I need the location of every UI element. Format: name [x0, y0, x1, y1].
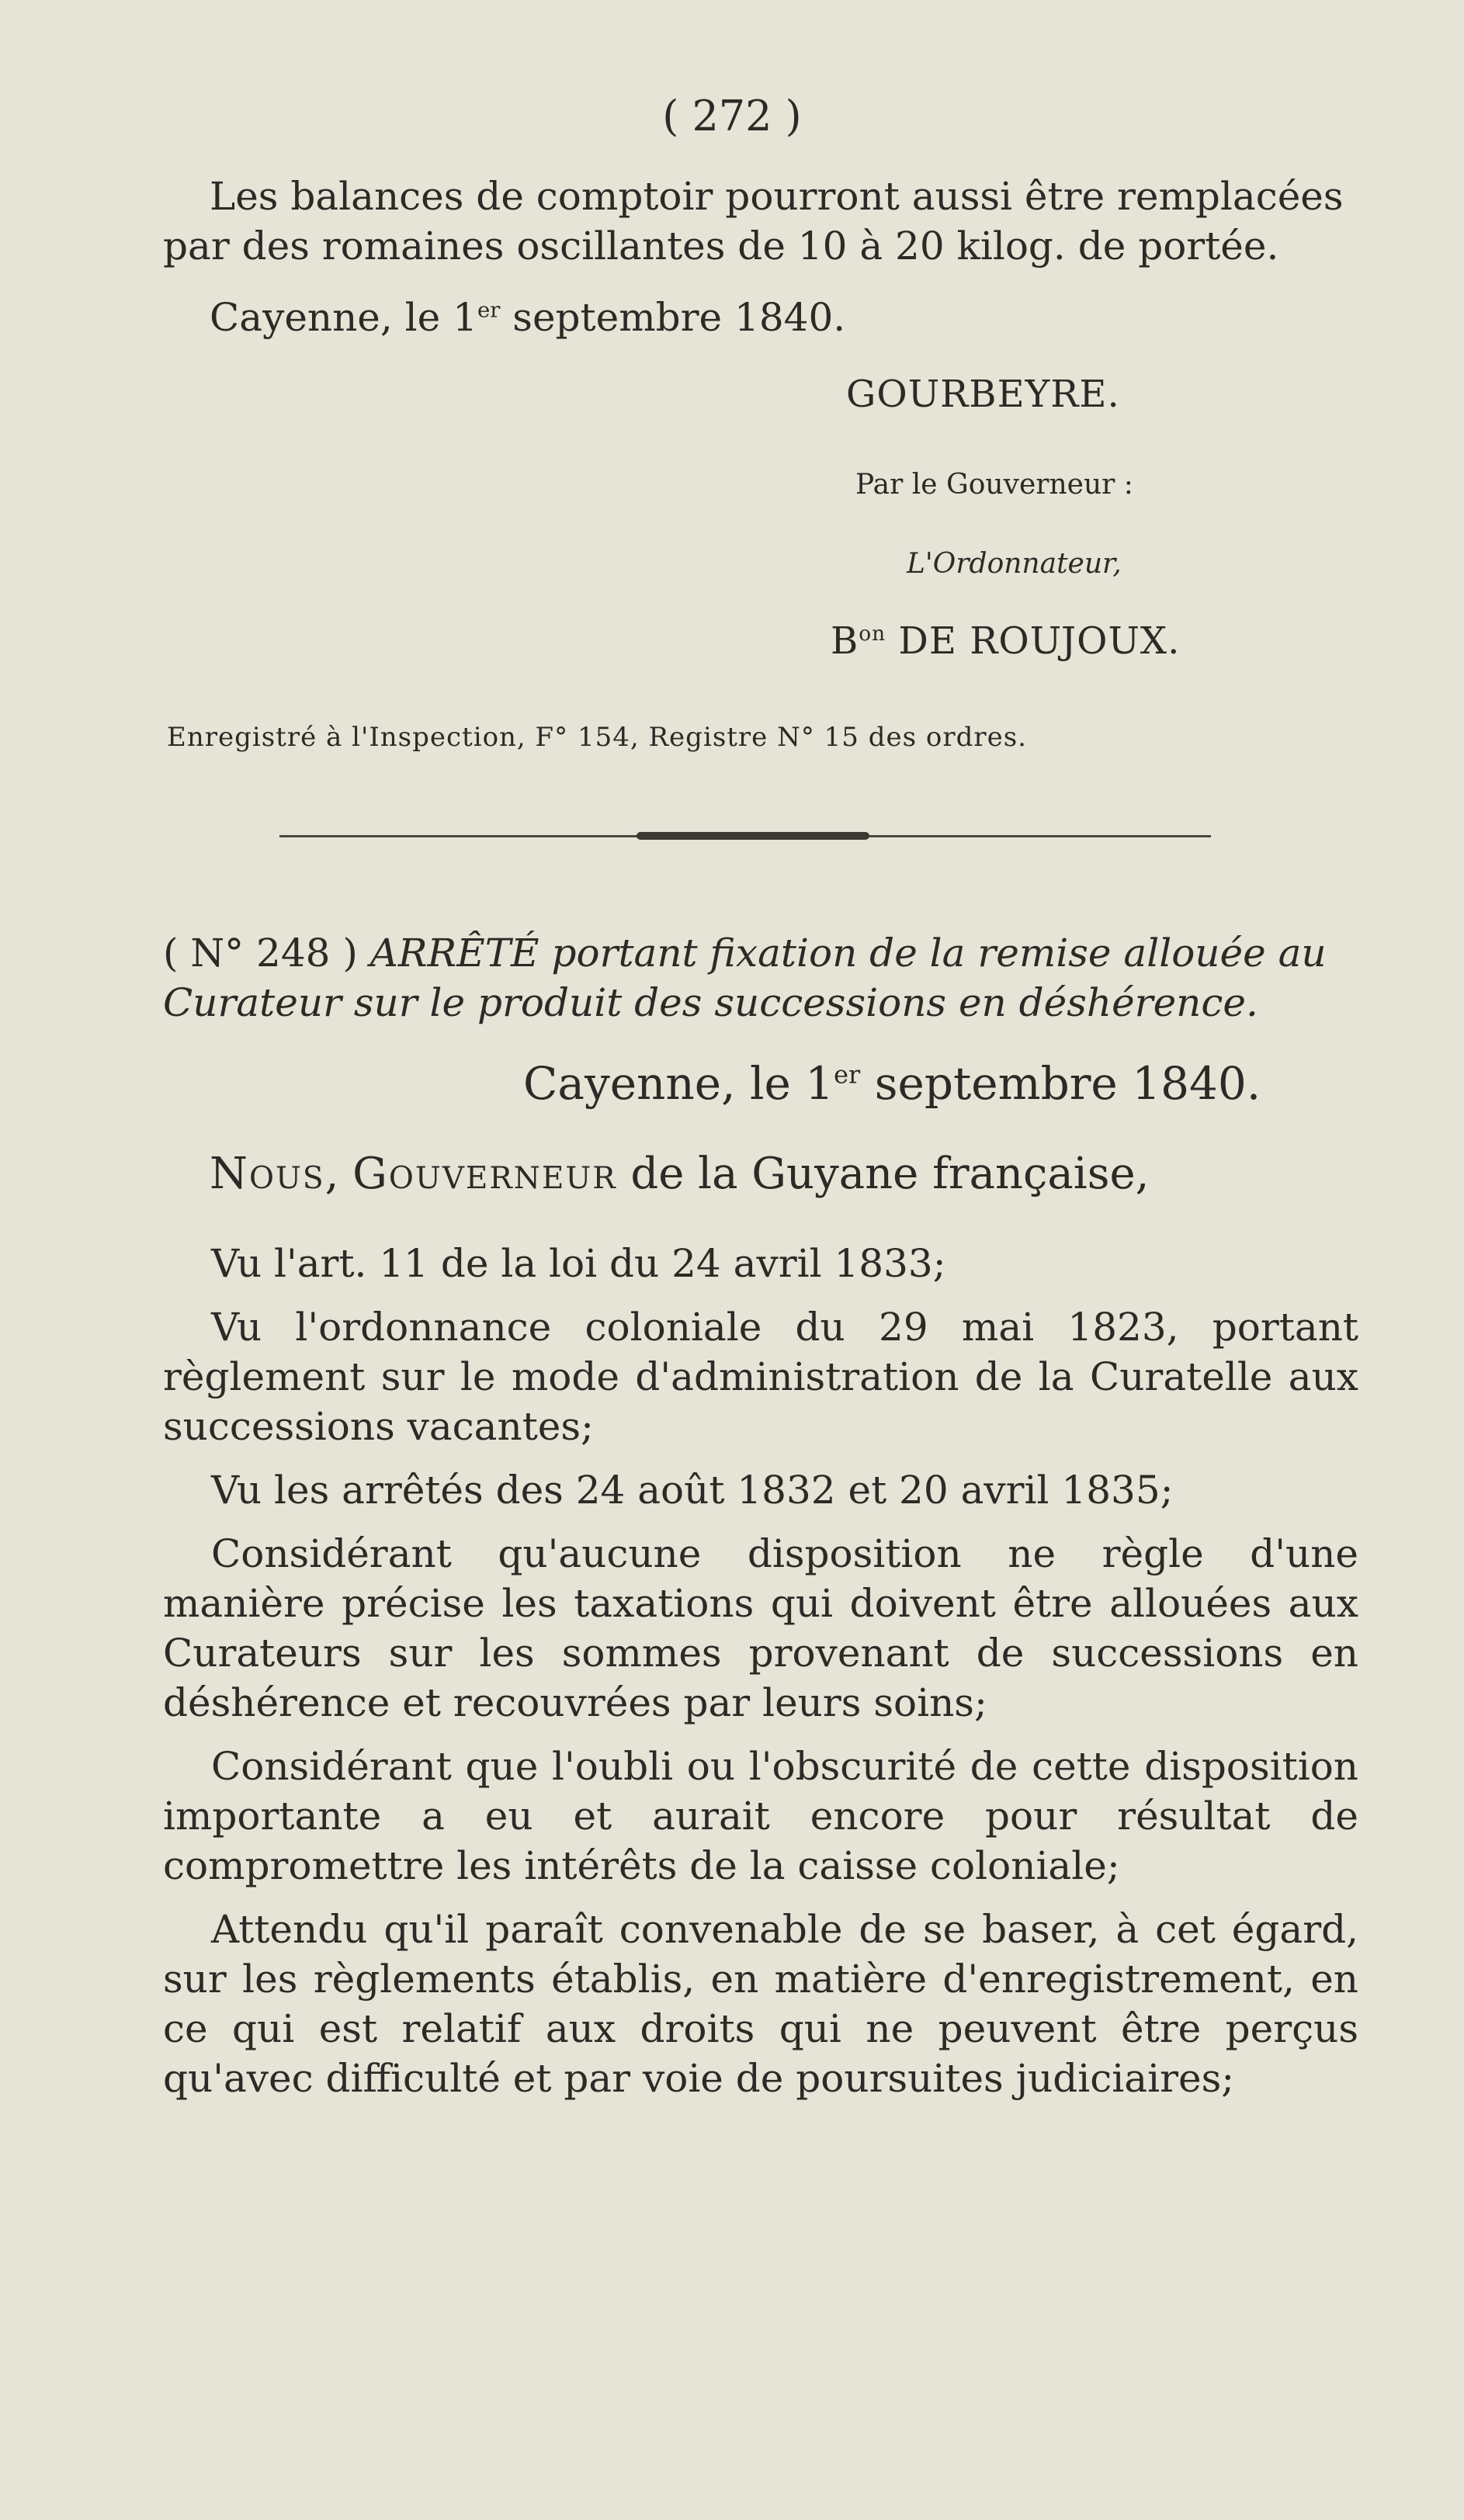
registration-note: Enregistré à l'Inspection, F° 154, Registre N° 15 des ordres.	[167, 722, 1027, 753]
arrete-heading	[163, 928, 1358, 1028]
place-date-1: Cayenne, le 1er septembre 1840.	[210, 295, 846, 340]
paragraph-attendu: Attendu qu'il paraît convenable de se baser, à cet égard, sur les règlements établis, en matière d'enregistrement, en ce qui est relatif aux droits qui ne peuvent être perçus qu'avec difficulté et par voie de poursuites judiciaires;	[163, 1907, 1358, 2101]
paragraph-vu-ordonnance: Vu l'ordonnance coloniale du 29 mai 1823, portant règlement sur le mode d'administration de la Curatelle aux successions vacantes;	[163, 1305, 1358, 1449]
nous-gouverneur-line: Nous, Gouverneur de la Guyane française,	[210, 1149, 1150, 1199]
paragraph-vu-art: Vu l'art. 11 de la loi du 24 avril 1833;	[211, 1241, 946, 1286]
place-date-2: Cayenne, le 1er septembre 1840.	[523, 1057, 1261, 1110]
top-paragraph-line-2: par des romaines oscillantes de 10 à 20 kilog. de portée.	[163, 224, 1279, 269]
body-text	[163, 1239, 1358, 2103]
signature-roujoux: $B^{on}$ DE ROUJOUX.	[831, 619, 1181, 663]
arrete-number: ( N° 248 )	[163, 931, 358, 976]
paragraph-considerant-2: Considérant que l'oubli ou l'obscurité de cette disposition importante a eu et aurait encore pour résultat de compromettre les intérêts de la caisse coloniale;	[163, 1744, 1358, 1888]
arrete-title: ARRÊTÉ portant fixation de la remise allouée au Curateur sur le produit des successions en déshérence.	[163, 931, 1327, 1025]
paragraph-considerant-1: Considérant qu'aucune disposition ne règle d'une manière précise les taxations qui doivent être allouées aux Curateurs sur les sommes provenant de successions en déshérence et recouvrées par leurs soins;	[163, 1531, 1358, 1725]
paragraph-vu-arretes: Vu les arrêtés des 24 août 1832 et 20 avril 1835;	[211, 1468, 1174, 1513]
signature-gourbeyre: GOURBEYRE.	[846, 373, 1120, 416]
section-divider-ornament	[637, 832, 869, 840]
top-paragraph-line-1: Les balances de comptoir pourront aussi être remplacées	[210, 174, 1344, 219]
ordonnateur-title: L'Ordonnateur,	[907, 548, 1122, 580]
page-number: ( 272 )	[662, 92, 802, 140]
par-le-gouverneur: Par le Gouverneur :	[855, 469, 1133, 501]
